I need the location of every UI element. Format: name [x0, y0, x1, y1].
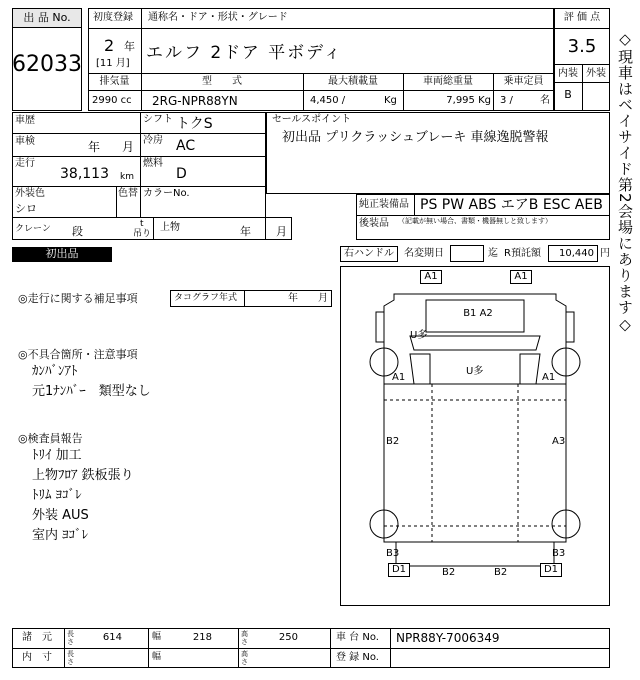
recycle-unit: 円 — [600, 248, 610, 259]
recycle-label: R預託額 — [504, 248, 541, 259]
loading-frame — [154, 217, 292, 240]
capacity-label: 乗車定員 — [503, 76, 544, 87]
mark-a1-front-right: A1 — [510, 270, 532, 284]
mark-a1-right-side: A1 — [542, 372, 556, 383]
crane-ton-label: t — [140, 219, 144, 229]
mileage: 38,113 — [60, 166, 109, 182]
length: 614 — [102, 632, 122, 643]
width-label: 幅 — [152, 632, 162, 642]
capacity-unit: 名 — [540, 95, 550, 106]
capacity: 3 / — [500, 95, 513, 106]
interior-label: 内装 — [558, 68, 578, 79]
reg-label: 登 録 No. — [336, 652, 379, 663]
inspection-month-unit: 月 — [122, 140, 135, 154]
side-banner: ◇現車はベイサイド第2会場にあります◇ — [616, 30, 634, 335]
gross-weight-label: 車両総重量 — [423, 76, 473, 87]
height-label: 高さ — [241, 630, 248, 646]
year-unit: 年 — [124, 40, 135, 53]
lot-no-label: 出 品 No. — [23, 11, 71, 24]
chassis: NPR88Y-7006349 — [396, 631, 500, 645]
interior-dims-label: 内 寸 — [22, 652, 52, 663]
mark-b2-bumper-right: B2 — [494, 567, 508, 578]
ext-color-label: 外装色 — [15, 188, 45, 199]
displacement: 2990 cc — [92, 95, 132, 106]
mark-u-many-cab: U多 — [410, 330, 428, 341]
color-no-label: 色替 — [118, 188, 138, 199]
max-load: 4,450 / — [310, 95, 346, 106]
inspector-line-4: 外装 AUS — [32, 508, 89, 523]
gross-weight: 7,995 Kg — [446, 95, 491, 106]
inspection-year-unit: 年 — [88, 140, 101, 154]
year-value: 2 — [104, 36, 115, 55]
tacho-label: タコグラフ年式 — [174, 293, 238, 303]
shift: トクS — [176, 116, 213, 132]
mark-d1-rear-left: D1 — [388, 563, 410, 577]
color-code-label: カラーNo. — [143, 188, 190, 199]
inspector-line-2: 上物ﾌﾛｱ 鉄板張り — [32, 468, 134, 483]
mileage-unit: km — [120, 172, 134, 182]
model-code: 2RG-NPR88YN — [152, 94, 238, 108]
exterior-label: 外装 — [586, 68, 606, 79]
crane-hoist-unit: 吊り — [133, 229, 152, 239]
inspector-line-3: ﾄﾘﾑ ﾖｺﾞﾚ — [32, 488, 82, 503]
rating: 3.5 — [567, 36, 597, 57]
inspector-line-5: 室内 ﾖｺﾞﾚ — [32, 528, 89, 543]
equip-label: 純正装備品 — [359, 199, 409, 210]
ac-label: 冷房 — [143, 135, 163, 146]
in-length-label: 長さ — [67, 650, 74, 666]
crane-stage-unit: 段 — [72, 225, 83, 238]
length-label: 長さ — [67, 630, 74, 646]
sales-point-label: セールスポイント — [272, 114, 352, 125]
model-name: エルフ 2ドア 平ボディ — [146, 43, 343, 63]
mark-u-many-door: U多 — [466, 366, 484, 377]
history-label: 車歴 — [15, 115, 35, 126]
mileage-label: 走行 — [15, 158, 35, 169]
tacho-year-unit: 年 — [288, 293, 298, 304]
driving-title: ◎走行に関する補足事項 — [18, 292, 138, 305]
rating-label: 評 価 点 — [563, 12, 601, 23]
ac: AC — [176, 138, 196, 154]
first-reg-month: [11 月] — [96, 58, 130, 69]
mark-b3-rear-left: B3 — [386, 548, 400, 559]
mark-a1-left-side: A1 — [392, 372, 406, 383]
inspector-line-1: ﾄﾘｲ 加工 — [32, 448, 82, 463]
loading-month-unit: 月 — [276, 225, 287, 238]
mark-d1-rear-right: D1 — [540, 563, 562, 577]
fuel-label: 燃料 — [143, 158, 163, 169]
mark-b2-bumper-left: B2 — [442, 567, 456, 578]
in-height-label: 高さ — [241, 650, 248, 666]
max-load-unit: Kg — [384, 95, 397, 106]
inspector-title: ◎検査員報告 — [18, 432, 83, 445]
first-reg-label: 初度登録 — [93, 12, 133, 23]
dims-label: 諸 元 — [22, 632, 52, 643]
interior-grade: B — [564, 88, 572, 101]
chassis-label: 車 台 No. — [336, 632, 379, 643]
mark-a3-bed-right: A3 — [552, 436, 566, 447]
mark-a1-front-left: A1 — [420, 270, 442, 284]
recycle-amount: 10,440 — [559, 248, 594, 259]
loading-label: 上物 — [160, 222, 180, 233]
aftermarket-note: （記載が無い場合、書類・機器無しと致します） — [398, 217, 552, 225]
loading-year-unit: 年 — [240, 225, 251, 238]
inspection-label: 車検 — [15, 136, 35, 147]
name-change-label: 名変期日 — [404, 248, 444, 259]
tacho-month-unit: 月 — [318, 293, 328, 304]
sales-point-text: 初出品 プリクラッシュブレーキ 車線逸脱警報 — [282, 130, 549, 145]
fuel: D — [176, 166, 187, 182]
surplus-label: 迄 — [488, 248, 498, 259]
shift-label: シフト — [143, 114, 173, 125]
defect-line-2: 元1ﾅﾝﾊﾞｰ 類型なし — [32, 384, 151, 399]
height: 250 — [278, 632, 298, 643]
displacement-label: 排気量 — [99, 76, 130, 87]
name-change-box — [450, 245, 484, 262]
first-listing-badge: 初出品 — [12, 247, 112, 262]
crane-label: クレーン — [15, 224, 51, 234]
aftermarket-label: 後装品 — [359, 218, 389, 229]
lot-no: 62033 — [12, 52, 82, 77]
mark-b1-a2-windshield: B1 A2 — [463, 308, 493, 319]
mark-b3-rear-right: B3 — [552, 548, 566, 559]
defects-title: ◎不具合箇所・注意事項 — [18, 348, 138, 361]
width: 218 — [192, 632, 212, 643]
model-code-label: 型 式 — [202, 76, 242, 87]
mark-b2-bed-left: B2 — [386, 436, 400, 447]
model-title-label: 通称名・ドア・形状・グレード — [148, 12, 288, 23]
defect-line-1: ｶﾝﾊﾞﾝｱﾄ — [32, 364, 78, 379]
equip: PS PW ABS エアB ESC AEB — [420, 197, 603, 213]
ext-color: シロ — [15, 202, 37, 215]
in-width-label: 幅 — [152, 652, 162, 662]
max-load-label: 最大積載量 — [328, 76, 378, 87]
handle: 右ハンドル — [344, 248, 394, 259]
